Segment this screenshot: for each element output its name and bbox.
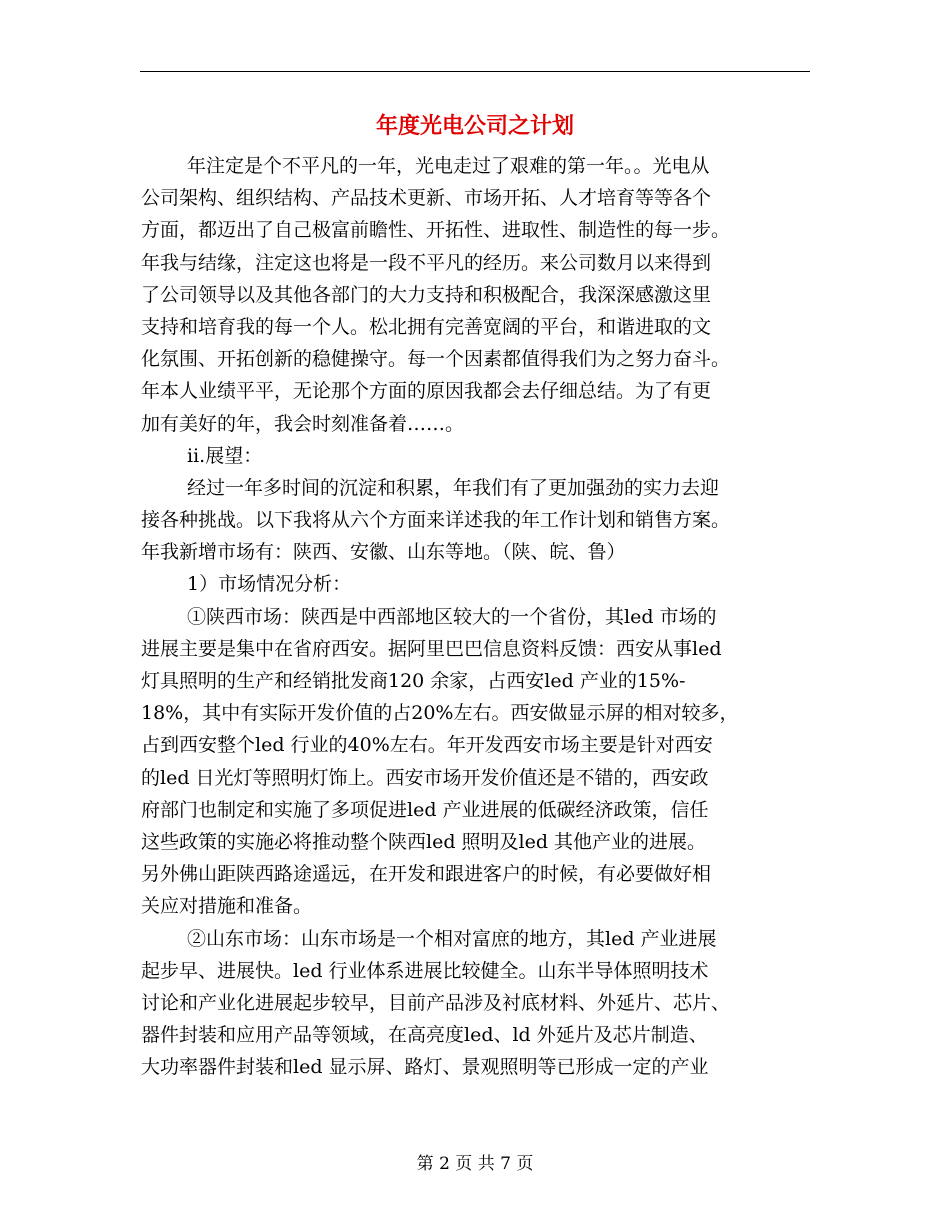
- paragraph-line: 18%，其中有实际开发价值的占20%左右。西安做显示屏的相对较多，: [141, 702, 739, 725]
- paragraph-line: ②山东市场：山东市场是一个相对富庶的地方，其led 产业进展: [187, 927, 717, 950]
- paragraph-line: 公司架构、组织结构、产品技术更新、市场开拓、人才培育等等各个: [141, 187, 712, 210]
- paragraph-line: 年注定是个不平凡的一年，光电走过了艰难的第一年。。光电从: [187, 155, 710, 177]
- paragraph-line: 府部门也制定和实施了多项促进led 产业进展的低碳经济政策，信任: [141, 798, 709, 821]
- paragraph-line: 关应对措施和准备。: [141, 895, 313, 918]
- paragraph-line: 方面，都迈出了自己极富前瞻性、开拓性、进取性、制造性的每一步。: [141, 219, 731, 242]
- subsection-heading: 1）市场情况分析：: [187, 573, 352, 596]
- paragraph-line: 大功率器件封装和led 显示屏、路灯、景观照明等已形成一定的产业: [141, 1056, 709, 1079]
- paragraph-line: 灯具照明的生产和经销批发商120 余家，占西安led 产业的15%-: [141, 670, 686, 692]
- header-rule: [140, 71, 810, 72]
- page-number-footer: 第 2 页 共 7 页: [416, 1154, 534, 1174]
- paragraph-line: 占到西安整个led 行业的40%左右。年开发西安市场主要是针对西安: [141, 734, 713, 757]
- paragraph-line: 起步早、进展快。led 行业体系进展比较健全。山东半导体照明技术: [141, 959, 709, 982]
- document-title: 年度光电公司之计划: [375, 113, 574, 139]
- section-heading: ⅱ.展望：: [187, 444, 263, 467]
- paragraph-line: 另外佛山距陕西路途遥远，在开发和跟进客户的时候，有必要做好相: [141, 863, 712, 886]
- paragraph-line: ①陕西市场：陕西是中西部地区较大的一个省份，其led 市场的: [187, 605, 717, 628]
- paragraph-line: 的led 日光灯等照明灯饰上。西安市场开发价值还是不错的，西安政: [141, 766, 709, 789]
- paragraph-line: 讨论和产业化进展起步较早，目前产品涉及衬底材料、外延片、芯片、: [141, 991, 731, 1014]
- paragraph-line: 年我与结缘，注定这也将是一段不平凡的经历。来公司数月以来得到: [141, 251, 712, 274]
- paragraph-line: 进展主要是集中在省府西安。据阿里巴巴信息资料反馈：西安从事led: [141, 637, 722, 660]
- paragraph-line: 器件封装和应用产品等领域，在高亮度led、ld 外延片及芯片制造、: [141, 1024, 708, 1047]
- paragraph-line: 支持和培育我的每一个人。松北拥有完善宽阔的平台，和谐进取的文: [141, 315, 712, 338]
- paragraph-line: 这些政策的实施必将推动整个陕西led 照明及led 其他产业的进展。: [141, 830, 707, 853]
- paragraph-line: 年我新增市场有：陕西、安徽、山东等地。（陕、皖、鲁）: [141, 541, 626, 564]
- paragraph-line: 化氛围、开拓创新的稳健操守。每一个因素都值得我们为之努力奋斗。: [141, 348, 731, 371]
- document-body: [141, 150, 816, 1083]
- paragraph-line: 加有美好的年，我会时刻准备着……。: [141, 412, 465, 435]
- paragraph-line: 了公司领导以及其他各部门的大力支持和积极配合，我深深感激这里: [141, 283, 712, 306]
- paragraph-line: 经过一年多时间的沉淀和积累，年我们有了更加强劲的实力去迎: [187, 476, 720, 499]
- paragraph-line: 年本人业绩平平，无论那个方面的原因我都会去仔细总结。为了有更: [141, 380, 712, 403]
- paragraph-line: 接各种挑战。以下我将从六个方面来详述我的年工作计划和销售方案。: [141, 509, 731, 532]
